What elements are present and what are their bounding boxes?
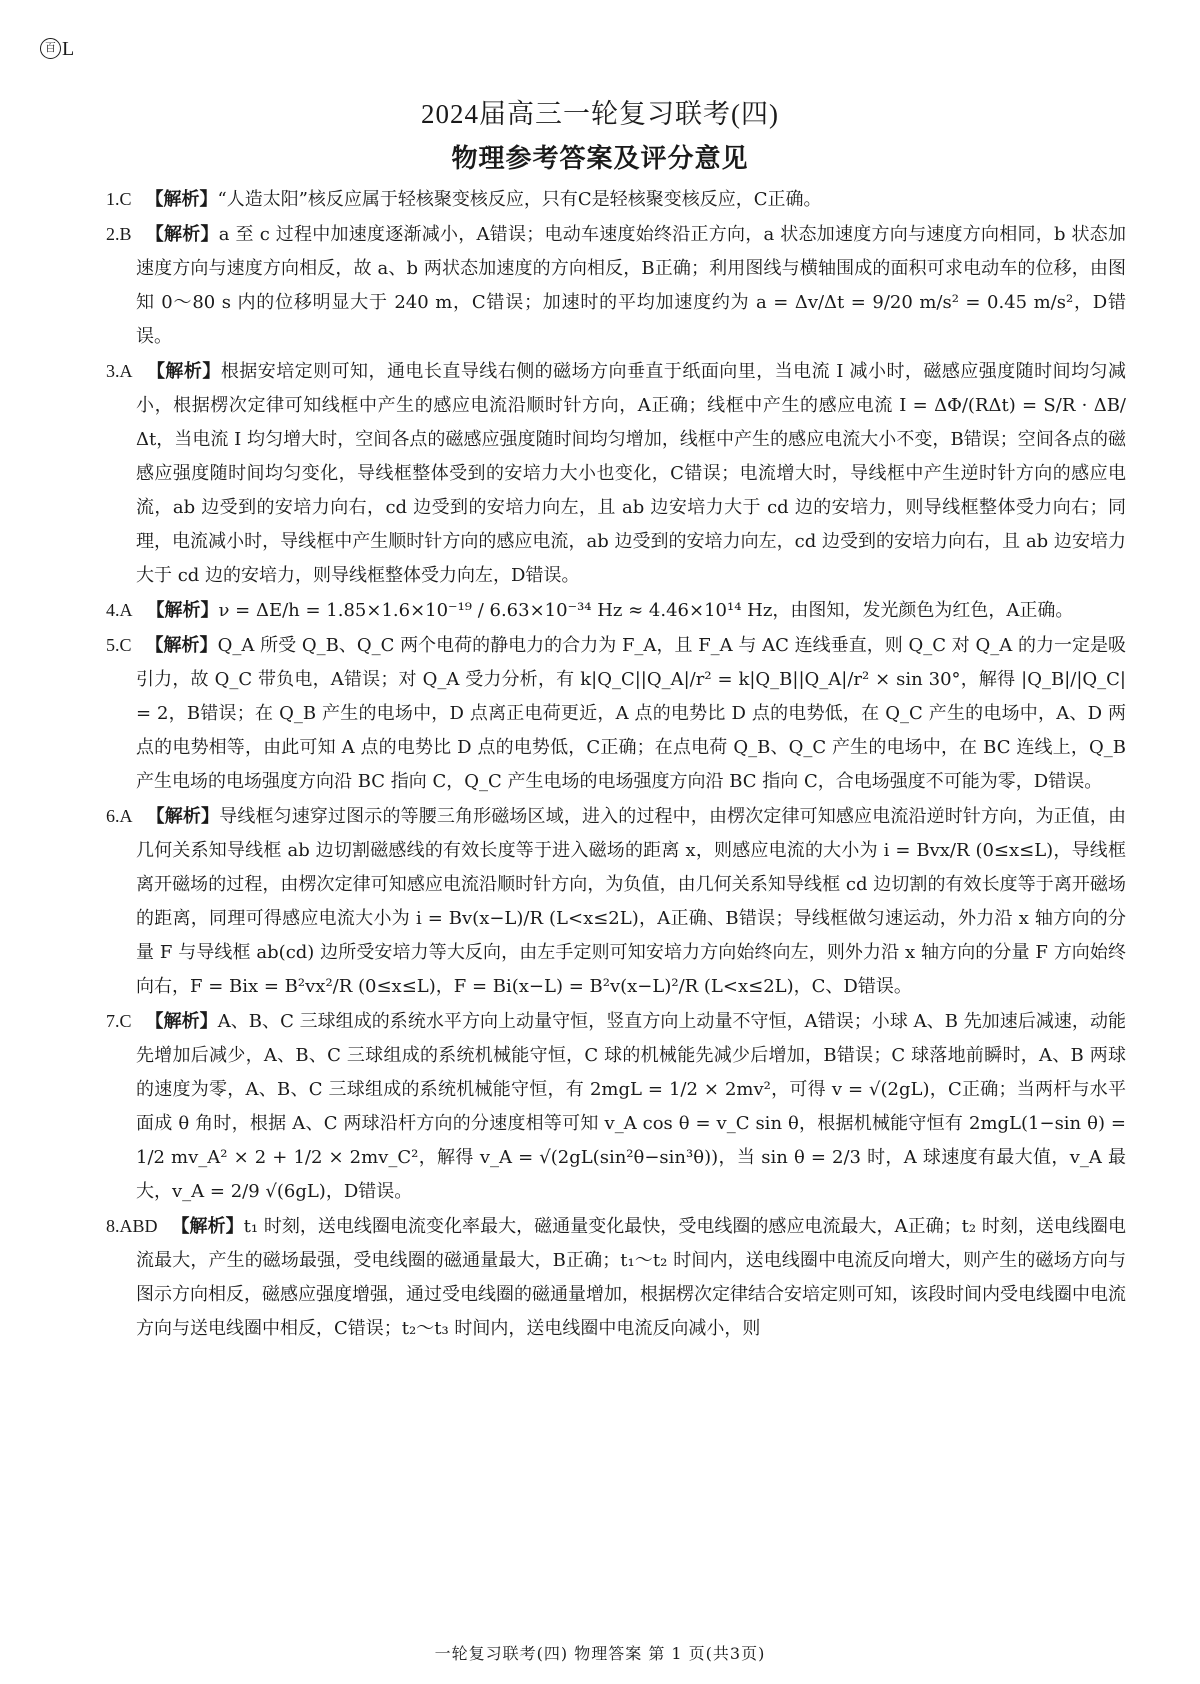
item-answer: C <box>119 635 132 655</box>
item-number: 3. <box>106 361 120 381</box>
answer-item-3 <box>106 354 1126 593</box>
circle-mark-icon: 百 <box>40 38 61 59</box>
item-text: ν = ΔE/h = 1.85×1.6×10⁻¹⁹ / 6.63×10⁻³⁴ Hz ≈ 4.46×10¹⁴ Hz，由图知，发光颜色为红色，A正确。 <box>218 600 1074 621</box>
item-tag: 【解析】 <box>145 224 219 245</box>
item-number: 8. <box>106 1216 120 1236</box>
item-number: 4. <box>106 600 120 620</box>
item-tag: 【解析】 <box>146 806 220 827</box>
page-title: 2024届高三一轮复习联考(四) <box>421 99 779 129</box>
item-tag: 【解析】 <box>146 600 219 621</box>
page-subtitle: 物理参考答案及评分意见 <box>451 144 749 174</box>
item-tag: 【解析】 <box>145 189 218 210</box>
item-text: Q_A 所受 Q_B、Q_C 两个电荷的静电力的合力为 F_A，且 F_A 与 AC 连线垂直，则 Q_C 对 Q_A 的力一定是吸引力，故 Q_C 带负电，A错误；对 Q_A 受力分析，有 k|Q_C||Q_A|/r² = k|Q_B||Q_A|/r² × sin 30°，解得 |Q_B|/|Q_C| = 2，B错误；在 Q_B 产生的电场中，D 点离正电荷更近，A 点的电势比 D 点的电势低，在 Q_C 产生的电场中，A、D 两点的电势相等，由此可知 A 点的电势比 D 点的电势低，C正确；在点电荷 Q_B、Q_C 产生的电场中，在 BC 连线上，Q_B 产生电场的电场强度方向沿 BC 指向 C，Q_C 产生电场的电场强度方向沿 BC 指向 C，合电场强度不可能为零，D错误。 <box>136 635 1127 792</box>
answer-item-6 <box>106 799 1126 1004</box>
item-text: 导线框匀速穿过图示的等腰三角形磁场区域，进入的过程中，由楞次定律可知感应电流沿逆时针方向，为正值，由几何关系知导线框 ab 边切割磁感线的有效长度等于进入磁场的距离 x，则感应电流的大小为 i = Bvx/R (0≤x≤L)，导线框离开磁场的过程，由楞次定律可知感应电流沿顺时针方向，为负值，由几何关系知导线框 cd 边切割的有效长度等于离开磁场的距离，同理可得感应电流大小为 i = Bv(x−L)/R (L<x≤2L)，A正确、B错误；导线框做匀速运动，外力沿 x 轴方向的分量 F 与导线框 ab(cd) 边所受安培力等大反向，由左手定则可知安培力方向始终向左，则外力沿 x 轴方向的分量 F 方向始终向右，F = Bix = B²vx²/R (0≤x≤L)，F = Bi(x−L) = B²v(x−L)²/R (L<x≤2L)，C、D错误。 <box>136 806 1127 997</box>
item-number: 2. <box>106 224 120 244</box>
item-tag: 【解析】 <box>171 1216 244 1237</box>
corner-letter: L <box>62 37 75 60</box>
item-tag: 【解析】 <box>145 1011 218 1032</box>
corner-mark <box>40 38 74 59</box>
answer-item-2 <box>106 217 1126 354</box>
item-answer: ABD <box>119 1216 158 1236</box>
answer-item-7 <box>106 1004 1126 1209</box>
item-answer: A <box>119 600 133 620</box>
answer-item-1 <box>106 182 1126 217</box>
answer-list <box>106 182 1126 1346</box>
item-number: 7. <box>106 1011 120 1031</box>
item-number: 6. <box>106 806 120 826</box>
item-text: “人造太阳”核反应属于轻核聚变核反应，只有C是轻核聚变核反应，C正确。 <box>217 189 822 210</box>
item-answer: A <box>119 806 133 826</box>
item-text: t₁ 时刻，送电线圈电流变化率最大，磁通量变化最快，受电线圈的感应电流最大，A正确；t₂ 时刻，送电线圈电流最大，产生的磁场最强，受电线圈的磁通量最大，B正确；t₁～t₂ 时间内，送电线圈中电流反向增大，则产生的磁场方向与图示方向相反，磁感应强度增强，通过受电线圈的磁通量增加，根据楞次定律结合安培定则可知，该段时间内受电线圈中电流方向与送电线圈中相反，C错误；t₂～t₃ 时间内，送电线圈中电流反向减小，则 <box>136 1216 1126 1339</box>
item-number: 5. <box>106 635 120 655</box>
item-text: 根据安培定则可知，通电长直导线右侧的磁场方向垂直于纸面向里，当电流 I 减小时，磁感应强度随时间均匀减小，根据楞次定律可知线框中产生的感应电流沿顺时针方向，A正确；线框中产生的感应电流 I = ΔΦ/(RΔt) = S/R · ΔB/Δt，当电流 I 均匀增大时，空间各点的磁感应强度随时间均匀增加，线框中产生的感应电流大小不变，B错误；空间各点的磁感应强度随时间均匀变化，导线框整体受到的安培力大小也变化，C错误；电流增大时，导线框中产生逆时针方向的感应电流，ab 边受到的安培力向右，cd 边受到的安培力向左，且 ab 边安培力大于 cd 边的安培力，则导线框整体受力向右；同理，电流减小时，导线框中产生顺时针方向的感应电流，ab 边受到的安培力向左，cd 边受到的安培力向右，且 ab 边安培力大于 cd 边的安培力，则导线框整体受力向左，D错误。 <box>136 361 1126 586</box>
answer-item-8 <box>106 1209 1126 1346</box>
item-answer: C <box>119 189 132 209</box>
item-tag: 【解析】 <box>146 361 221 382</box>
page-footer: 一轮复习联考(四) 物理答案 第 1 页(共3页) <box>434 1644 766 1663</box>
item-answer: C <box>119 1011 132 1031</box>
item-answer: B <box>119 224 132 244</box>
item-text: a 至 c 过程中加速度逐渐减小，A错误；电动车速度始终沿正方向，a 状态加速度方向与速度方向相同，b 状态加速度方向与速度方向相反，故 a、b 两状态加速度的方向相反，B正确；利用图线与横轴围成的面积可求电动车的位移，由图知 0～80 s 内的位移明显大于 240 m，C错误；加速时的平均加速度约为 a = Δv/Δt = 9/20 m/s² = 0.45 m/s²，D错误。 <box>136 224 1127 347</box>
item-tag: 【解析】 <box>145 635 218 656</box>
answer-item-4 <box>106 593 1126 628</box>
answer-item-5 <box>106 628 1126 799</box>
item-number: 1. <box>106 189 120 209</box>
item-text: A、B、C 三球组成的系统水平方向上动量守恒，竖直方向上动量不守恒，A错误；小球 A、B 先加速后减速，动能先增加后减少，A、B、C 三球组成的系统机械能守恒，C 球的机械能先减少后增加，B错误；C 球落地前瞬时，A、B 两球的速度为零，A、B、C 三球组成的系统机械能守恒，有 2mgL = 1/2 × 2mv²，可得 v = √(2gL)，C正确；当两杆与水平面成 θ 角时，根据 A、C 两球沿杆方向的分速度相等可知 v_A cos θ = v_C sin θ，根据机械能守恒有 2mgL(1−sin θ) = 1/2 mv_A² × 2 + 1/2 × 2mv_C²，解得 v_A = √(2gL(sin²θ−sin³θ))，当 sin θ = 2/3 时，A 球速度有最大值，v_A 最大，v_A = 2/9 √(6gL)，D错误。 <box>136 1011 1126 1202</box>
item-answer: A <box>119 361 133 381</box>
